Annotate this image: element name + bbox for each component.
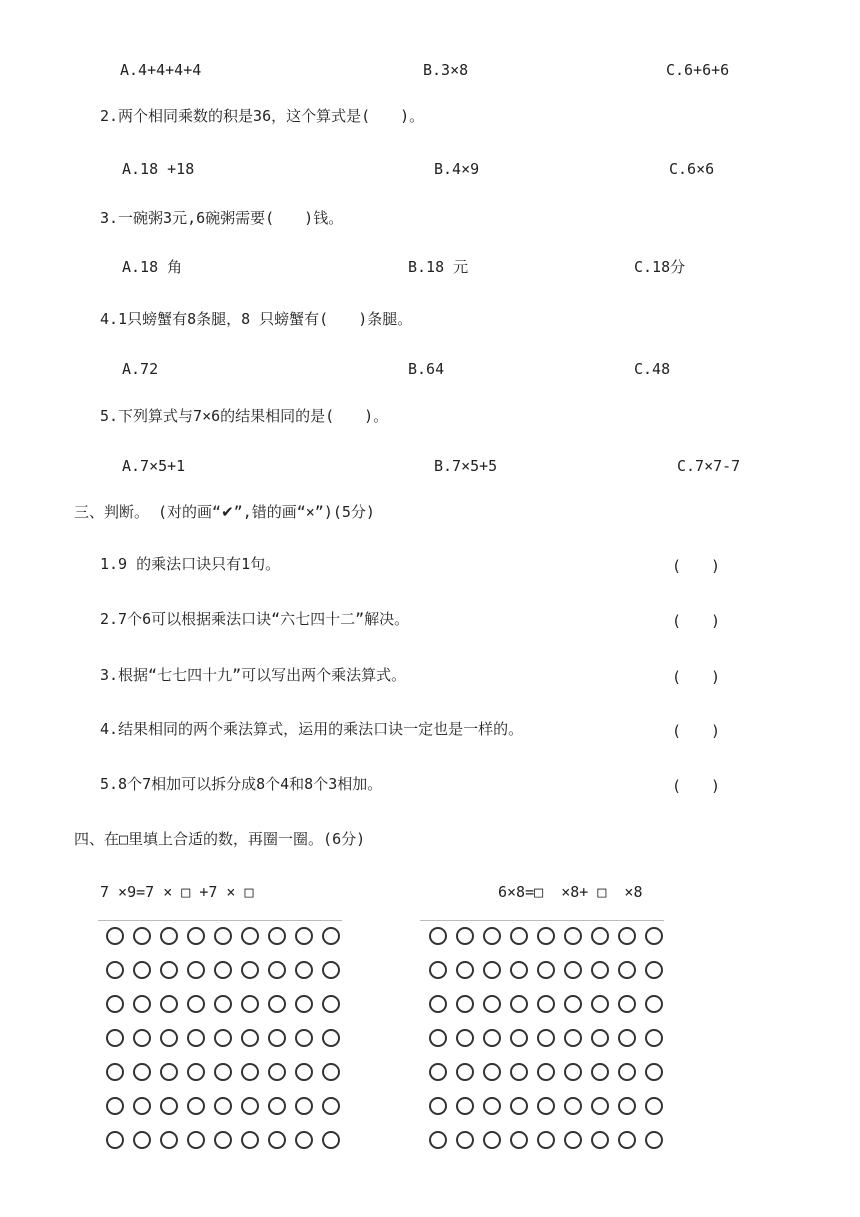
judge-item-5: 5.8个7相加可以拆分成8个4和8个3相加。: [100, 775, 383, 793]
circle-icon[interactable]: [106, 1029, 124, 1047]
circle-icon[interactable]: [268, 1063, 286, 1081]
circle-icon[interactable]: [106, 1131, 124, 1149]
circle-icon[interactable]: [429, 1097, 447, 1115]
circle-row: [106, 1029, 349, 1063]
circle-icon[interactable]: [510, 961, 528, 979]
circle-icon[interactable]: [268, 995, 286, 1013]
q1-option-a: A.4+4+4+4: [120, 61, 202, 79]
circle-icon[interactable]: [537, 995, 555, 1013]
q3-stem: 3.一碗粥3元,6碗粥需要( )钱。: [100, 209, 344, 227]
judge-item-4: 4.结果相同的两个乘法算式，运用的乘法口诀一定也是一样的。: [100, 720, 524, 738]
circle-icon[interactable]: [322, 961, 340, 979]
circle-icon[interactable]: [160, 1063, 178, 1081]
circle-icon[interactable]: [483, 1097, 501, 1115]
circle-icon[interactable]: [510, 1063, 528, 1081]
circle-icon[interactable]: [295, 1029, 313, 1047]
circle-icon[interactable]: [214, 961, 232, 979]
circle-icon[interactable]: [564, 927, 582, 945]
circle-icon[interactable]: [268, 961, 286, 979]
circle-icon[interactable]: [645, 927, 663, 945]
circle-icon[interactable]: [537, 961, 555, 979]
circle-row: [106, 1097, 349, 1131]
circle-icon[interactable]: [214, 1097, 232, 1115]
circle-icon[interactable]: [106, 995, 124, 1013]
circle-icon[interactable]: [456, 1063, 474, 1081]
circle-icon[interactable]: [322, 995, 340, 1013]
circle-icon[interactable]: [591, 1131, 609, 1149]
answer-paren-5[interactable]: ( ): [672, 777, 721, 795]
circle-icon[interactable]: [295, 961, 313, 979]
answer-paren-1[interactable]: ( ): [672, 557, 721, 575]
judge-item-2: 2.7个6可以根据乘法口诀“六七四十二”解决。: [100, 610, 410, 628]
circle-icon[interactable]: [295, 1097, 313, 1115]
circle-icon[interactable]: [483, 927, 501, 945]
circle-icon[interactable]: [241, 1131, 259, 1149]
circle-icon[interactable]: [483, 1131, 501, 1149]
circle-icon[interactable]: [187, 961, 205, 979]
circle-icon[interactable]: [268, 1097, 286, 1115]
circle-icon[interactable]: [537, 1029, 555, 1047]
circle-row: [429, 961, 672, 995]
circle-icon[interactable]: [483, 961, 501, 979]
circle-icon[interactable]: [133, 1097, 151, 1115]
circle-icon[interactable]: [429, 1029, 447, 1047]
circle-icon[interactable]: [537, 927, 555, 945]
circle-row: [429, 927, 672, 961]
circle-icon[interactable]: [160, 961, 178, 979]
circle-icon[interactable]: [591, 961, 609, 979]
circle-icon[interactable]: [429, 927, 447, 945]
circle-icon[interactable]: [591, 1063, 609, 1081]
q2-option-c: C.6×6: [669, 160, 715, 178]
circle-icon[interactable]: [133, 995, 151, 1013]
checkmark-icon: ✔: [221, 503, 234, 521]
circle-icon[interactable]: [564, 961, 582, 979]
circle-icon[interactable]: [618, 995, 636, 1013]
right-divider: [420, 920, 664, 921]
section3-title: 三、判断。 (对的画“✔”,错的画“×”)(5分): [74, 503, 375, 521]
circle-icon[interactable]: [483, 995, 501, 1013]
circle-icon[interactable]: [322, 927, 340, 945]
circle-icon[interactable]: [214, 1131, 232, 1149]
circle-icon[interactable]: [187, 1063, 205, 1081]
circle-icon[interactable]: [429, 995, 447, 1013]
q5-option-b: B.7×5+5: [434, 457, 498, 475]
circle-icon[interactable]: [537, 1131, 555, 1149]
circle-icon[interactable]: [106, 1063, 124, 1081]
q1-option-c: C.6+6+6: [666, 61, 730, 79]
circle-icon[interactable]: [214, 1029, 232, 1047]
q5-stem: 5.下列算式与7×6的结果相同的是( )。: [100, 407, 389, 425]
circle-icon[interactable]: [537, 1097, 555, 1115]
q2-option-b: B.4×9: [434, 160, 480, 178]
right-equation: 6×8=□ ×8+ □ ×8: [498, 883, 643, 901]
q3-option-c: C.18分: [634, 258, 686, 276]
circle-icon[interactable]: [591, 1097, 609, 1115]
circle-icon[interactable]: [456, 961, 474, 979]
circle-icon[interactable]: [187, 927, 205, 945]
circle-icon[interactable]: [510, 995, 528, 1013]
circle-icon[interactable]: [133, 961, 151, 979]
answer-paren-2[interactable]: ( ): [672, 612, 721, 630]
left-equation: 7 ×9=7 × □ +7 × □: [100, 883, 254, 901]
circle-row: [106, 995, 349, 1029]
circle-icon[interactable]: [456, 1131, 474, 1149]
circle-row: [106, 927, 349, 961]
q5-option-a: A.7×5+1: [122, 457, 186, 475]
circle-icon[interactable]: [510, 1029, 528, 1047]
circle-icon[interactable]: [214, 995, 232, 1013]
circle-icon[interactable]: [187, 1029, 205, 1047]
circle-icon[interactable]: [106, 927, 124, 945]
circle-icon[interactable]: [187, 1097, 205, 1115]
circle-icon[interactable]: [645, 1097, 663, 1115]
circle-icon[interactable]: [456, 1029, 474, 1047]
circle-icon[interactable]: [241, 1097, 259, 1115]
left-circle-grid[interactable]: [106, 927, 349, 1165]
right-circle-grid[interactable]: [429, 927, 672, 1165]
answer-paren-3[interactable]: ( ): [672, 668, 721, 686]
circle-icon[interactable]: [510, 1097, 528, 1115]
circle-icon[interactable]: [322, 1131, 340, 1149]
circle-icon[interactable]: [456, 927, 474, 945]
circle-icon[interactable]: [483, 1063, 501, 1081]
circle-icon[interactable]: [564, 1131, 582, 1149]
circle-icon[interactable]: [133, 927, 151, 945]
circle-icon[interactable]: [618, 927, 636, 945]
q2-option-a: A.18 +18: [122, 160, 195, 178]
circle-icon[interactable]: [429, 1131, 447, 1149]
circle-icon[interactable]: [618, 1029, 636, 1047]
q2-stem: 2.两个相同乘数的积是36，这个算式是( )。: [100, 107, 425, 125]
circle-icon[interactable]: [564, 1029, 582, 1047]
circle-row: [429, 1063, 672, 1097]
circle-row: [429, 1097, 672, 1131]
circle-icon[interactable]: [483, 1029, 501, 1047]
circle-icon[interactable]: [591, 1029, 609, 1047]
circle-icon[interactable]: [295, 1063, 313, 1081]
circle-icon[interactable]: [510, 927, 528, 945]
circle-icon[interactable]: [456, 995, 474, 1013]
answer-paren-4[interactable]: ( ): [672, 722, 721, 740]
circle-icon[interactable]: [429, 1063, 447, 1081]
circle-icon[interactable]: [133, 1029, 151, 1047]
q4-stem: 4.1只螃蟹有8条腿，8 只螃蟹有( )条腿。: [100, 310, 413, 328]
circle-icon[interactable]: [160, 1029, 178, 1047]
circle-icon[interactable]: [214, 1063, 232, 1081]
q3-option-a: A.18 角: [122, 258, 183, 276]
circle-icon[interactable]: [618, 1063, 636, 1081]
circle-icon[interactable]: [160, 927, 178, 945]
circle-icon[interactable]: [241, 995, 259, 1013]
circle-icon[interactable]: [241, 1063, 259, 1081]
q4-option-b: B.64: [408, 360, 445, 378]
circle-row: [106, 1063, 349, 1097]
circle-row: [429, 1131, 672, 1165]
circle-icon[interactable]: [160, 1131, 178, 1149]
circle-icon[interactable]: [106, 1097, 124, 1115]
circle-icon[interactable]: [322, 1097, 340, 1115]
circle-icon[interactable]: [645, 1029, 663, 1047]
circle-icon[interactable]: [618, 961, 636, 979]
judge-item-1: 1.9 的乘法口诀只有1句。: [100, 555, 281, 573]
circle-icon[interactable]: [645, 1131, 663, 1149]
q5-option-c: C.7×7-7: [677, 457, 741, 475]
circle-icon[interactable]: [133, 1063, 151, 1081]
circle-icon[interactable]: [645, 961, 663, 979]
circle-icon[interactable]: [187, 995, 205, 1013]
circle-icon[interactable]: [241, 961, 259, 979]
circle-icon[interactable]: [295, 995, 313, 1013]
circle-icon[interactable]: [295, 927, 313, 945]
circle-icon[interactable]: [241, 1029, 259, 1047]
circle-icon[interactable]: [268, 1029, 286, 1047]
circle-row: [106, 961, 349, 995]
circle-icon[interactable]: [133, 1131, 151, 1149]
circle-icon[interactable]: [537, 1063, 555, 1081]
judge-item-3: 3.根据“七七四十九”可以写出两个乘法算式。: [100, 666, 407, 684]
q1-option-b: B.3×8: [423, 61, 469, 79]
circle-icon[interactable]: [187, 1131, 205, 1149]
circle-icon[interactable]: [429, 961, 447, 979]
circle-icon[interactable]: [510, 1131, 528, 1149]
circle-icon[interactable]: [295, 1131, 313, 1149]
circle-icon[interactable]: [456, 1097, 474, 1115]
circle-icon[interactable]: [645, 1063, 663, 1081]
q4-option-a: A.72: [122, 360, 159, 378]
q4-option-c: C.48: [634, 360, 671, 378]
circle-row: [429, 995, 672, 1029]
circle-icon[interactable]: [591, 995, 609, 1013]
section4-title: 四、在□里填上合适的数，再圈一圈。(6分): [74, 830, 366, 848]
circle-icon[interactable]: [564, 995, 582, 1013]
circle-icon[interactable]: [564, 1097, 582, 1115]
circle-icon[interactable]: [106, 961, 124, 979]
circle-icon[interactable]: [645, 995, 663, 1013]
circle-icon[interactable]: [160, 1097, 178, 1115]
circle-icon[interactable]: [618, 1097, 636, 1115]
circle-icon[interactable]: [160, 995, 178, 1013]
q3-option-b: B.18 元: [408, 258, 469, 276]
circle-icon[interactable]: [241, 927, 259, 945]
circle-icon[interactable]: [322, 1063, 340, 1081]
circle-icon[interactable]: [564, 1063, 582, 1081]
left-divider: [98, 920, 342, 921]
circle-row: [106, 1131, 349, 1165]
circle-icon[interactable]: [214, 927, 232, 945]
circle-icon[interactable]: [591, 927, 609, 945]
circle-icon[interactable]: [618, 1131, 636, 1149]
circle-icon[interactable]: [322, 1029, 340, 1047]
circle-icon[interactable]: [268, 927, 286, 945]
circle-icon[interactable]: [268, 1131, 286, 1149]
circle-row: [429, 1029, 672, 1063]
